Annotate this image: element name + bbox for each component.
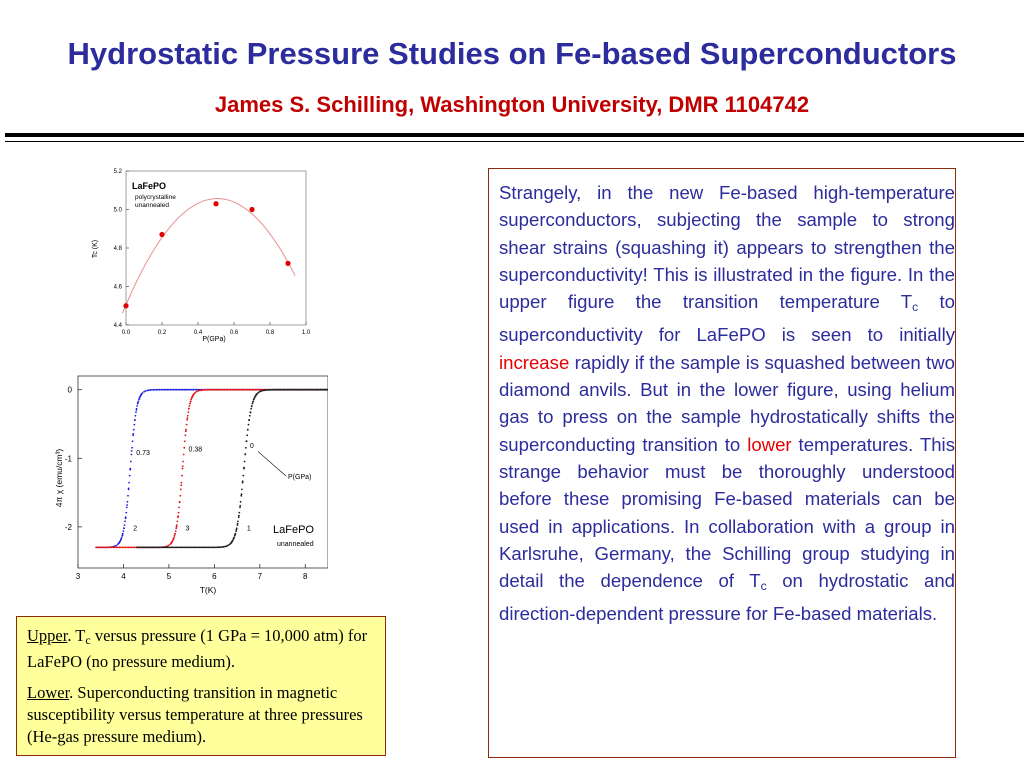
lower-series-point <box>181 482 183 484</box>
upper-chart-annotation-line2: unannealed <box>135 202 169 209</box>
lower-series-point <box>127 501 129 503</box>
lower-series-point <box>250 408 252 410</box>
lower-series-point <box>199 390 201 392</box>
header-rule-thick <box>5 133 1024 137</box>
lower-series-point <box>126 504 128 506</box>
lower-x-tick-label: 3 <box>75 572 81 581</box>
lower-series-point <box>183 454 185 456</box>
lower-series-point <box>234 535 236 537</box>
figure-caption-box <box>16 616 386 756</box>
lower-series-point <box>233 389 235 391</box>
description-segment: increase <box>499 351 570 373</box>
description-paragraph <box>499 179 955 628</box>
lower-series-point <box>126 507 128 509</box>
lower-series-point <box>114 547 116 549</box>
lower-series-point <box>180 484 182 486</box>
lower-series-point <box>249 415 251 417</box>
upper-y-tick-label: 5.2 <box>113 169 122 175</box>
lower-series-point <box>124 524 126 526</box>
lower-series-point <box>129 475 131 477</box>
description-segment: temperatures. This strange behavior must be thoroughly understood before these promising Fe-based materials can be used in applications. In collaboration with a group in Karlsruhe, Germany, the Schilling group studying in detail the dependence of T <box>499 433 955 592</box>
lower-series-point <box>165 389 167 391</box>
lower-series-point <box>184 440 186 442</box>
lower-series-point <box>205 389 207 391</box>
upper-x-tick-label: 1.0 <box>301 330 311 336</box>
lower-series-label: 0.38 <box>188 446 203 454</box>
lower-series-point <box>181 475 183 477</box>
lower-series-point <box>246 440 248 442</box>
lower-series-point <box>253 389 255 391</box>
lower-series-point <box>236 527 238 529</box>
lower-series-point <box>240 501 242 503</box>
lower-series-point <box>227 389 229 391</box>
upper-x-tick-label: 0.6 <box>229 330 239 336</box>
upper-chart-annotation-line1: polycrystalline <box>135 194 176 201</box>
upper-x-tick-label: 0.4 <box>193 330 203 336</box>
lower-series-point <box>97 547 99 549</box>
lower-series-point <box>117 547 119 549</box>
lower-series-point <box>128 489 130 491</box>
lower-series-point <box>235 530 237 532</box>
lower-series-point <box>242 475 244 477</box>
lower-series-point <box>176 524 178 526</box>
lower-series-point <box>250 389 252 391</box>
lower-x-tick-label: 6 <box>212 572 217 581</box>
lower-series-point <box>171 389 173 391</box>
lower-series-point <box>125 516 127 518</box>
lower-series-point <box>241 493 243 495</box>
lower-series-point <box>154 389 156 391</box>
lower-series-point <box>135 411 137 413</box>
lower-series-point <box>176 389 178 391</box>
lower-series-point <box>239 505 241 507</box>
lower-chart-title: LaFePO <box>273 524 314 536</box>
lower-series-point <box>236 389 238 391</box>
lower-series-point <box>137 401 139 403</box>
lower-series-point <box>246 434 248 436</box>
lower-series-point <box>193 393 195 395</box>
lower-y-tick-label: -1 <box>64 454 72 464</box>
lower-chart-legend-label: P(GPa) <box>288 474 312 481</box>
lower-series-point <box>187 415 189 417</box>
lower-series-point <box>121 535 123 537</box>
upper-chart-xlabel: P(GPa) <box>202 336 226 343</box>
lower-series-point <box>148 389 150 391</box>
lower-series-point <box>103 547 105 549</box>
description-segment: c <box>760 579 767 594</box>
lower-series-point <box>141 393 143 395</box>
upper-data-point <box>213 201 218 206</box>
upper-y-tick-label: 5.0 <box>113 207 122 214</box>
caption-upper-segment: c <box>85 633 91 647</box>
lower-series-point <box>189 403 191 405</box>
lower-series-point <box>182 389 184 391</box>
lower-series-point <box>251 405 253 407</box>
lower-series-point <box>182 468 184 470</box>
lower-series-point <box>129 468 131 470</box>
lower-series-point <box>239 389 241 391</box>
upper-chart-title: LaFePO <box>132 181 167 191</box>
lower-series-point <box>247 429 249 431</box>
upper-data-point <box>249 207 254 212</box>
lower-y-tick-label: -2 <box>64 522 72 532</box>
lower-series-point <box>185 430 187 432</box>
lower-series-point <box>132 434 134 436</box>
lower-series-point <box>174 535 176 537</box>
lower-legend-pointer <box>258 451 286 476</box>
lower-series-point <box>174 533 176 535</box>
lower-series-point <box>216 389 218 391</box>
lower-series-point <box>242 482 244 484</box>
lower-series-point <box>180 489 182 491</box>
lower-series-point <box>185 389 187 391</box>
upper-y-tick-label: 4.4 <box>113 323 122 329</box>
lower-series-point <box>131 547 133 549</box>
lower-curve-number: 3 <box>185 525 190 533</box>
lower-series-point <box>175 530 177 532</box>
lower-series-point <box>179 389 181 391</box>
lower-series-point <box>222 389 224 391</box>
lower-series-point <box>159 389 161 391</box>
lower-series-point <box>182 465 184 467</box>
lower-series-point <box>122 533 124 535</box>
lower-series-point <box>132 440 134 442</box>
lower-curve-number: 1 <box>246 525 251 533</box>
caption-lower <box>27 682 379 748</box>
page-subtitle: James S. Schilling, Washington University, DMR 1104742 <box>214 92 810 117</box>
lower-series-point <box>240 495 242 497</box>
upper-fit-curve <box>122 199 295 314</box>
lower-series-point <box>235 533 237 535</box>
lower-series-point <box>183 447 185 449</box>
lower-series-point <box>100 547 102 549</box>
lower-series-point <box>196 391 198 393</box>
lower-series-point <box>238 512 240 514</box>
lower-series-point <box>193 389 195 391</box>
lower-series-point <box>248 424 250 426</box>
lower-series-point <box>123 527 125 529</box>
upper-x-tick-label: 0.8 <box>265 330 275 336</box>
lower-series-point <box>247 389 249 391</box>
lower-plot-frame <box>78 376 328 568</box>
lower-series-point <box>131 454 133 456</box>
lower-series-point <box>173 537 175 539</box>
lower-series-point <box>252 403 254 405</box>
caption-upper-segment: versus pressure (1 GPa = 10,000 atm) for LaFePO (no pressure medium). <box>27 626 368 671</box>
lower-series-point <box>237 521 239 523</box>
lower-series-point <box>244 389 246 391</box>
lower-series-point <box>124 521 126 523</box>
lower-series-point <box>136 405 138 407</box>
lower-series-point <box>125 512 127 514</box>
caption-upper-key: Upper <box>27 626 68 645</box>
lower-series-point <box>178 512 180 514</box>
lower-x-tick-label: 8 <box>303 572 308 581</box>
lower-series-point <box>120 547 122 549</box>
description-segment: rapidly if the sample is squashed between two diamond anvils. But in the lower figure, using helium gas to press on the sample hydrostatically shifts the superconducting transition to <box>499 351 955 455</box>
lower-series-point <box>182 461 184 463</box>
lower-series-point <box>186 419 188 421</box>
lower-chart-annotation: unannealed <box>277 541 314 548</box>
upper-data-point <box>159 232 164 237</box>
description-segment: on hydrostatic and direction-dependent pressure for Fe-based materials. <box>499 570 955 625</box>
lower-series-point <box>175 527 177 529</box>
lower-series-point <box>185 434 187 436</box>
lower-series-point <box>108 547 110 549</box>
lower-series-point <box>244 461 246 463</box>
lower-series-point <box>213 389 215 391</box>
lower-series-point <box>179 501 181 503</box>
upper-chart-ylabel: Tc (K) <box>92 239 99 259</box>
lower-series-point <box>190 401 192 403</box>
lower-series-point <box>244 454 246 456</box>
lower-series-label: 0 <box>249 443 254 450</box>
lower-series-point <box>111 547 113 549</box>
upper-x-tick-label: 0.0 <box>121 330 131 336</box>
caption-upper-segment: . T <box>67 626 86 645</box>
lower-series-point <box>115 545 117 547</box>
lower-series-point <box>125 547 127 549</box>
lower-x-tick-label: 4 <box>121 572 126 581</box>
lower-series-point <box>135 415 137 417</box>
caption-upper <box>27 625 379 673</box>
lower-series-point <box>179 495 181 497</box>
description-segment: to superconductivity for LaFePO is seen to initially <box>499 291 955 346</box>
lower-series-label: 0.73 <box>136 449 150 457</box>
upper-y-tick-label: 4.8 <box>113 246 122 252</box>
lower-curve-number: 2 <box>133 525 138 533</box>
lower-series-point <box>131 447 133 449</box>
lower-series-point <box>219 389 221 391</box>
lower-series-point <box>256 389 258 391</box>
lower-series-point <box>162 389 164 391</box>
lower-series-point <box>127 495 129 497</box>
lower-series-point <box>131 450 133 452</box>
lower-series-point <box>210 389 212 391</box>
lower-series-point <box>187 417 189 419</box>
lower-series-point <box>168 544 170 546</box>
upper-x-tick-label: 0.2 <box>157 330 167 336</box>
lower-series-point <box>134 419 136 421</box>
lower-series-point <box>243 468 245 470</box>
lower-series-point <box>245 447 247 449</box>
lower-series-point <box>252 401 254 403</box>
lower-series-point <box>188 408 190 410</box>
description-text-box <box>488 168 956 758</box>
lower-series-point <box>239 507 241 509</box>
lower-series-point <box>241 489 243 491</box>
lower-series-point <box>188 389 190 391</box>
lower-series-point <box>177 521 179 523</box>
lower-series-point <box>230 389 232 391</box>
caption-lower-text: . Superconducting transition in magnetic susceptibility versus temperature at three pressures (He-gas pressure medium). <box>27 683 363 746</box>
tc-vs-pressure-chart <box>86 163 326 343</box>
lower-series-point <box>133 424 135 426</box>
lower-series-point <box>187 411 189 413</box>
upper-data-point <box>285 261 290 266</box>
lower-series-point <box>238 516 240 518</box>
lower-chart-ylabel: 4π χ (emu/cm³) <box>54 448 64 508</box>
lower-series-point <box>233 537 235 539</box>
lower-series-point <box>134 547 136 549</box>
lower-series-point <box>176 526 178 528</box>
lower-series-point <box>133 429 135 431</box>
lower-series-point <box>128 482 130 484</box>
lower-series-point <box>168 389 170 391</box>
upper-y-tick-label: 4.6 <box>113 284 122 291</box>
lower-series-point <box>248 419 250 421</box>
caption-lower-key: Lower <box>27 683 70 702</box>
lower-series-point <box>189 405 191 407</box>
description-segment: Strangely, in the new Fe-based high-temperature superconductors, subjecting the sample to strong shear strains (squashing it) appears to strengthen the superconductivity! This is illustrated in the figure. In the upper figure the transition temperature T <box>499 182 955 313</box>
lower-series-point <box>250 411 252 413</box>
lower-series-point <box>146 390 148 392</box>
header-rule-thin <box>5 141 1024 142</box>
page-title: Hydrostatic Pressure Studies on Fe-based Superconductors <box>67 36 957 71</box>
lower-series-point <box>196 389 198 391</box>
lower-series-point <box>136 408 138 410</box>
lower-series-point <box>145 390 147 392</box>
lower-series-point <box>151 389 153 391</box>
upper-data-point <box>123 303 128 308</box>
lower-y-tick-label: 0 <box>67 385 72 395</box>
lower-x-tick-label: 5 <box>166 572 172 581</box>
description-segment: lower <box>747 433 792 455</box>
susceptibility-vs-temperature-chart <box>48 368 328 603</box>
lower-series-point <box>137 403 139 405</box>
lower-series-point <box>178 507 180 509</box>
lower-series-point <box>238 515 240 517</box>
lower-series-point <box>237 524 239 526</box>
lower-series-point <box>128 547 130 549</box>
lower-series-point <box>186 424 188 426</box>
lower-series-point <box>130 461 132 463</box>
lower-series-point <box>123 530 125 532</box>
lower-x-tick-label: 7 <box>257 572 263 581</box>
lower-series-point <box>185 429 187 431</box>
lower-series-point <box>177 516 179 518</box>
lower-chart-xlabel: T(K) <box>199 585 217 595</box>
lower-series-point <box>202 389 204 391</box>
lower-series-point <box>256 393 258 395</box>
lower-series-point <box>121 537 123 539</box>
description-segment: c <box>912 300 919 315</box>
